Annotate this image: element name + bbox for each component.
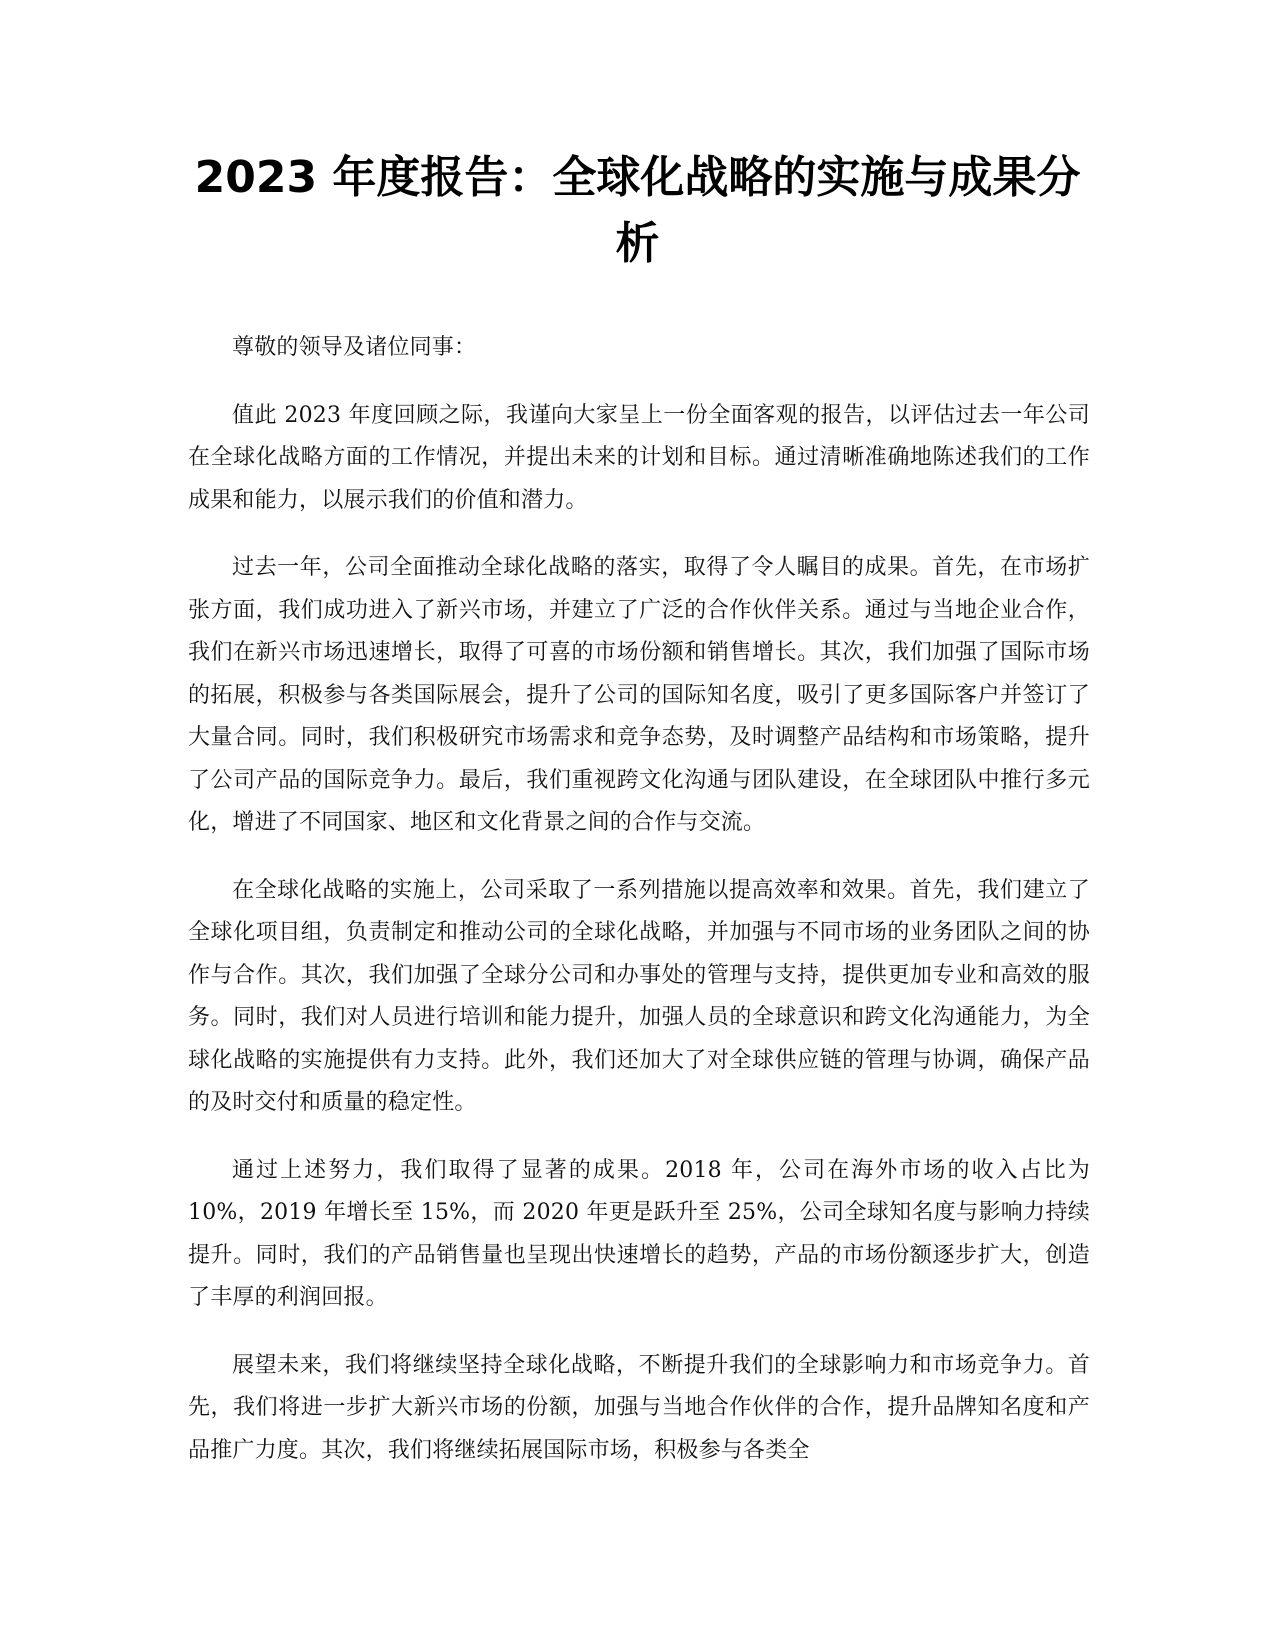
outlook-paragraph: 展望未来，我们将继续坚持全球化战略，不断提升我们的全球影响力和市场竞争力。首先，我们将进一步扩大新兴市场的份额，加强与当地合作伙伴的合作，提升品牌知名度和产品推广力度。其次，我们将继续拓展国际市场，积极参与各类全 [188, 1352, 1090, 1463]
implementation-paragraph: 在全球化战略的实施上，公司采取了一系列措施以提高效率和效果。首先，我们建立了全球化项目组，负责制定和推动公司的全球化战略，并加强与不同市场的业务团队之间的协作与合作。其次，我们加强了全球分公司和办事处的管理与支持，提供更加专业和高效的服务。同时，我们对人员进行培训和能力提升，加强人员的全球意识和跨文化沟通能力，为全球化战略的实施提供有力支持。此外，我们还加大了对全球供应链的管理与协调，确保产品的及时交付和质量的稳定性。 [188, 877, 1090, 1115]
salutation-paragraph: 尊敬的领导及诸位同事： [232, 335, 477, 360]
achievements-paragraph: 过去一年，公司全面推动全球化战略的落实，取得了令人瞩目的成果。首先，在市场扩张方面，我们成功进入了新兴市场，并建立了广泛的合作伙伴关系。通过与当地企业合作，我们在新兴市场迅速增长，取得了可喜的市场份额和销售增长。其次，我们加强了国际市场的拓展，积极参与各类国际展会，提升了公司的国际知名度，吸引了更多国际客户并签订了大量合同。同时，我们积极研究市场需求和竞争态势，及时调整产品结构和市场策略，提升了公司产品的国际竞争力。最后，我们重视跨文化沟通与团队建设，在全球团队中推行多元化，增进了不同国家、地区和文化背景之间的合作与交流。 [188, 555, 1090, 835]
results-paragraph: 通过上述努力，我们取得了显著的成果。2018 年，公司在海外市场的收入占比为 10%，2019 年增长至 15%，而 2020 年更是跃升至 25%，公司全球知名度与影响力持续提升。同时，我们的产品销售量也呈现出快速增长的趋势，产品的市场份额逐步扩大，创造了丰厚的利润回报。 [188, 1157, 1090, 1310]
intro-paragraph: 值此 2023 年度回顾之际，我谨向大家呈上一份全面客观的报告，以评估过去一年公司在全球化战略方面的工作情况，并提出未来的计划和目标。通过清晰准确地陈述我们的工作成果和能力，以展示我们的价值和潜力。 [188, 402, 1090, 513]
document-title: 2023 年度报告：全球化战略的实施与成果分析 [194, 152, 1081, 269]
document-body [188, 327, 1090, 1497]
